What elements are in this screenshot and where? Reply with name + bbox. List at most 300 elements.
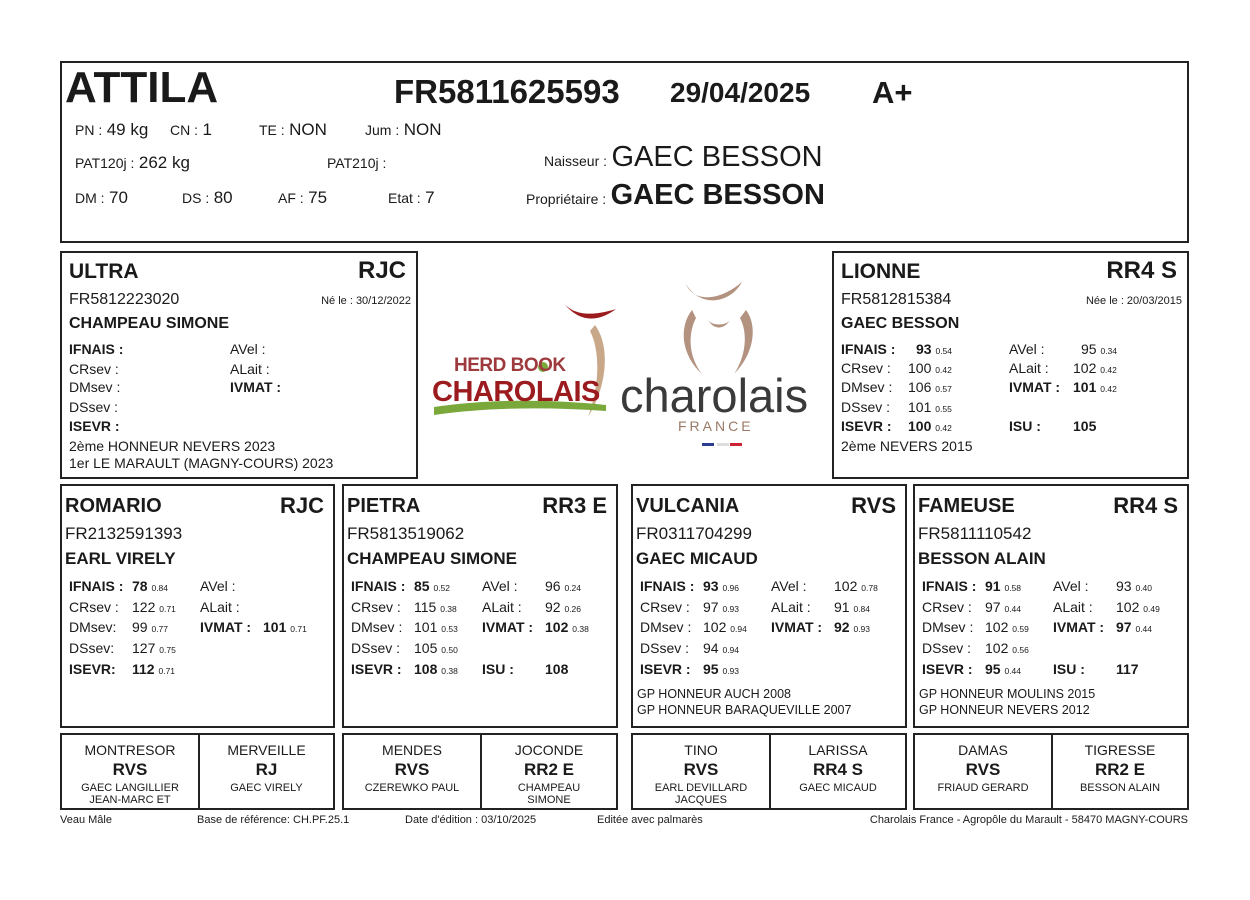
gp-alait-l: ALait : [1053,599,1093,615]
gg-owner: CZEREWKO PAUL [364,782,460,794]
gp-isevr-label [69,661,116,677]
gp-alait-label [1053,599,1093,615]
gp-dmsev-r: 0.53 [441,624,458,634]
gg-name: TIGRESSE [1084,742,1156,758]
footer-base: Base de référence: CH.PF.25.1 [197,814,350,826]
great-grandparent [915,735,1051,808]
gp-alait-label [482,599,522,615]
gg-code: RR4 S [812,760,864,779]
dam-dmsev-label: DMsev : [841,379,893,395]
etat-field [388,188,435,208]
gp-isu-l: ISU : [482,661,514,677]
dam-isevr-value [908,418,952,434]
great-grandparent [62,735,198,808]
gp-alait-v: 91 [834,599,850,615]
gp-alait-value [545,599,581,615]
gp-dmsev-r: 0.94 [730,624,747,634]
gp-dmsev-value [414,619,458,635]
great-grandparents-pair [631,733,907,810]
gp-crsev-value [985,599,1021,615]
gp-crsev-l: CRsev : [351,599,401,615]
gp-crsev-v: 115 [414,599,437,615]
sire-name: ULTRA [69,260,139,283]
gp-alait-v: 102 [1116,599,1140,615]
dam-name: LIONNE [841,260,921,283]
jum-label: Jum : [365,122,400,138]
grandparent-owner: CHAMPEAU SIMONE [347,549,518,568]
gg-code: RR2 E [523,760,575,779]
gp-ivmat-l: IVMAT : [1053,619,1105,635]
gp-ivmat-value [834,619,870,635]
gp-dssev-r: 0.94 [722,645,740,655]
af-field [278,188,327,208]
gp-ivmat-l: IVMAT : [200,619,252,635]
gp-isu-value [1116,661,1139,677]
gg-code: RVS [394,760,430,779]
dam-avel-v: 95 [1081,341,1097,357]
great-grandparent [200,735,333,808]
sire-ivmat-label: IVMAT : [230,379,282,395]
dam-dssev-v: 101 [908,399,932,415]
gp-dmsev-label [351,619,402,635]
gp-avel-l: AVel : [200,578,236,594]
gp-dssev-r: 0.50 [441,645,458,655]
dam-owner: GAEC BESSON [841,315,960,332]
great-grandparent [1053,735,1187,808]
gp-avel-r: 0.24 [564,583,582,593]
gp-crsev-label [640,599,690,615]
gp-isevr-v: 95 [985,661,1001,677]
gp-avel-v: 96 [545,578,561,594]
gp-ivmat-r: 0.71 [290,624,307,634]
gp-crsev-value [132,599,176,615]
dam-id: FR5812815384 [841,291,952,308]
dam-isu-v: 105 [1073,418,1097,434]
grandparent-owner: GAEC MICAUD [636,549,758,568]
cn-value: 1 [202,120,212,139]
grandparent-palmares-1: GP HONNEUR AUCH 2008 [637,687,791,701]
gp-ifnais-v: 91 [985,578,1001,594]
gp-ivmat-v: 97 [1116,619,1132,635]
gp-alait-v: 92 [545,599,561,615]
gp-dssev-l: DSsev : [640,640,690,656]
herd-book-text: HERD BOOK [454,355,566,376]
sire-isevr-label: ISEVR : [69,418,120,434]
gp-dssev-l: DSsev : [351,640,401,656]
gp-dssev-l: DSsev : [922,640,972,656]
gp-dssev-value [985,640,1029,656]
dam-dmsev-v: 106 [908,379,932,395]
gp-crsev-label [922,599,972,615]
gp-crsev-l: CRsev : [69,599,119,615]
gp-ivmat-l: IVMAT : [482,619,534,635]
gp-ifnais-value [132,578,168,594]
pat120-value: 262 kg [138,153,190,172]
gp-avel-r: 0.78 [861,583,878,593]
grandparent-card [342,484,618,728]
gp-ivmat-label [200,619,251,635]
gg-owner: FRIAUD GERARD [937,782,1029,794]
sire-card [60,251,418,479]
gp-alait-l: ALait : [771,599,811,615]
bull-head-icon [618,278,828,378]
dm-field [75,188,128,208]
gp-alait-l: ALait : [482,599,522,615]
gp-alait-r: 0.84 [853,604,871,614]
gg-owner: BESSON ALAIN [1079,782,1161,794]
dm-value: 70 [109,188,128,207]
proprietaire-value: GAEC BESSON [610,179,825,211]
gg-name: MENDES [382,742,442,758]
sire-alait-label: ALait : [230,361,270,377]
dam-card [832,251,1189,479]
gp-ifnais-v: 78 [132,578,148,594]
grandparent-code: RJC [279,493,324,518]
gp-dssev-value [703,640,739,656]
grandparent-palmares-1: GP HONNEUR MOULINS 2015 [919,687,1096,701]
great-grandparent [771,735,905,808]
dam-isu-label: ISU : [1009,418,1041,434]
gg-code: RR2 E [1094,760,1146,779]
gp-dmsev-l: DMsev : [351,619,403,635]
sire-id: FR5812223020 [69,291,180,308]
gp-isevr-label [922,661,973,677]
gp-alait-l: ALait : [200,599,240,615]
gp-dssev-v: 127 [132,640,156,656]
dam-alait-value [1073,360,1117,376]
sire-dssev-label: DSsev : [69,399,119,415]
gp-dmsev-value [703,619,747,635]
gp-isu-value [545,661,568,677]
gp-crsev-label [69,599,119,615]
gg-name: TINO [684,742,718,758]
herd-book-charolais-text: CHAROLAIS [432,376,600,408]
gg-owner: CHAMPEAU SIMONE [517,782,581,806]
gp-dmsev-l: DMsev : [922,619,974,635]
footer-org: Charolais France - Agropôle du Marault - 58470 MAGNY-COURS [869,814,1188,826]
gp-dmsev-v: 102 [703,619,727,635]
animal-date: 29/04/2025 [670,77,811,108]
gp-dmsev-r: 0.77 [151,624,169,634]
gg-name: MERVEILLE [227,742,306,758]
gp-crsev-r: 0.38 [440,604,457,614]
gp-ifnais-value [414,578,450,594]
gp-crsev-v: 122 [132,599,156,615]
dam-born: Née le : 20/03/2015 [1085,295,1182,307]
gp-dssev-r: 0.75 [159,645,176,655]
dam-avel-label: AVel : [1009,341,1045,357]
gp-isevr-v: 108 [414,661,438,677]
grandparent-card [631,484,907,728]
gp-ivmat-v: 101 [263,619,287,635]
gp-dmsev-v: 102 [985,619,1009,635]
sire-avel-label: AVel : [230,341,266,357]
footer-palmares: Editée avec palmarès [597,814,703,826]
gg-code: RVS [683,760,719,779]
dam-code: RR4 S [1106,257,1177,284]
dam-dssev-value [908,399,952,415]
gp-avel-value [545,578,581,594]
gp-ivmat-v: 92 [834,619,850,635]
gp-dmsev-value [132,619,168,635]
dam-avel-r: 0.34 [1100,346,1118,356]
pat210-field [327,155,386,173]
ds-field [182,188,233,208]
gp-dssev-l: DSsev: [69,640,115,656]
gp-isu-l: ISU : [1053,661,1085,677]
gp-isevr-v: 112 [132,661,155,677]
pat210-label: PAT210j : [327,155,387,171]
grandparent-name: VULCANIA [636,495,740,517]
te-value: NON [289,120,327,139]
gp-isu-v: 108 [545,661,569,677]
gp-ifnais-label [922,578,976,594]
grandparent-id: FR0311704299 [636,524,752,543]
af-value: 75 [308,188,328,207]
gg-owner: GAEC LANGILLIER JEAN-MARC ET [81,782,179,806]
gp-ivmat-v: 102 [545,619,569,635]
dam-isevr [841,418,892,434]
dam-crsev-value [908,360,952,376]
france-text: FRANCE [678,418,754,434]
gg-owner: GAEC MICAUD [799,782,877,794]
dam-alait-r: 0.42 [1100,365,1117,375]
gp-dmsev-value [985,619,1029,635]
dam-isevr-v: 100 [908,418,932,434]
gp-isu-label [1053,661,1085,677]
dam-palmares-1: 2ème NEVERS 2015 [841,438,973,454]
gp-avel-v: 93 [1116,578,1132,594]
gp-crsev-r: 0.71 [159,604,176,614]
gp-crsev-r: 0.93 [722,604,740,614]
flag-white-bar [717,443,729,446]
gp-dssev-v: 105 [414,640,438,656]
charolais-text: charolais [620,369,809,422]
gp-isevr-l: ISEVR : [640,661,691,677]
dam-dssev-label: DSsev : [841,399,891,415]
gp-ifnais-l: IFNAIS : [640,578,695,594]
gp-dssev-r: 0.56 [1012,645,1029,655]
gp-ivmat-label [482,619,533,635]
gp-dmsev-label [69,619,116,635]
gp-isevr-label [640,661,691,677]
grandparent-code: RR3 E [542,493,607,518]
dm-label: DM : [75,190,105,206]
dam-ivmat-r: 0.42 [1100,384,1117,394]
gp-dssev-label [640,640,689,656]
gp-ifnais-l: IFNAIS : [69,578,124,594]
gp-dssev-value [132,640,176,656]
gp-ifnais-value [985,578,1021,594]
gp-dmsev-label [922,619,973,635]
gp-ifnais-value [703,578,739,594]
charolais-france-logo [618,278,828,453]
dam-ivmat-label: IVMAT : [1009,379,1061,395]
grandparent-palmares-2: GP HONNEUR NEVERS 2012 [919,703,1090,717]
gg-code: RVS [965,760,1001,779]
grandparent-card [60,484,335,728]
grandparent-id: FR5813519062 [347,524,465,543]
dam-alait-label: ALait : [1009,360,1049,376]
dam-dmsev-r: 0.57 [935,384,952,394]
gp-ifnais-r: 0.52 [433,583,451,593]
gp-avel-label [200,578,236,594]
sire-owner: CHAMPEAU SIMONE [69,315,230,332]
gp-avel-value [834,578,878,594]
gp-crsev-value [414,599,457,615]
dam-crsev-v: 100 [908,360,932,376]
gp-avel-r: 0.40 [1135,583,1153,593]
gg-owner: EARL DEVILLARD JACQUES [654,782,748,806]
gp-crsev-r: 0.44 [1004,604,1022,614]
gp-dssev-v: 102 [985,640,1009,656]
great-grandparents-pair [342,733,618,810]
gp-ivmat-label [771,619,822,635]
gp-alait-r: 0.49 [1143,604,1160,614]
gp-dssev-label [351,640,400,656]
gp-isu-v: 117 [1116,661,1139,677]
gp-ifnais-label [351,578,405,594]
gp-dmsev-l: DMsev : [640,619,692,635]
gg-name: MONTRESOR [84,742,176,758]
gp-avel-v: 102 [834,578,858,594]
gp-ivmat-label [1053,619,1104,635]
gp-isevr-v: 95 [703,661,719,677]
dam-crsev-label: CRsev : [841,360,891,376]
grandparent-owner: BESSON ALAIN [918,549,1046,568]
gp-crsev-l: CRsev : [640,599,690,615]
jum-field [365,120,441,140]
gp-isevr-value [703,661,739,677]
sire-crsev-label: CRsev : [69,361,119,377]
dam-isu [1009,418,1041,434]
gp-ivmat-value [545,619,589,635]
etat-value: 7 [425,188,435,207]
gp-isevr-l: ISEVR: [69,661,116,677]
grandparent-id: FR2132591393 [65,524,183,543]
jum-value: NON [403,120,442,139]
gp-dssev-v: 94 [703,640,719,656]
dam-ifnais-v: 93 [916,341,932,357]
gp-dssev-label [69,640,114,656]
grandparent-owner: EARL VIRELY [65,549,176,568]
sire-code: RJC [357,257,406,284]
footer-edition: Date d'édition : 03/10/2025 [405,814,537,826]
gp-avel-label [1053,578,1089,594]
grandparent-name: ROMARIO [65,495,162,517]
gg-name: JOCONDE [514,742,584,758]
flag-blue-bar [702,443,714,446]
animal-name: ATTILA [65,63,219,112]
grandparent-code: RR4 S [1113,493,1178,518]
gp-isevr-r: 0.38 [441,666,458,676]
gp-avel-l: AVel : [1053,578,1089,594]
pat120-label: PAT120j : [75,155,135,171]
gp-isevr-label [351,661,402,677]
gp-ivmat-value [1116,619,1152,635]
gp-dmsev-label [640,619,691,635]
te-label: TE : [259,122,285,138]
gg-name: LARISSA [808,742,868,758]
dam-crsev-r: 0.42 [935,365,952,375]
gp-dssev-value [414,640,458,656]
animal-id: FR5811625593 [394,73,620,110]
gp-alait-r: 0.26 [564,604,582,614]
gp-dssev-label [922,640,971,656]
gg-code: RJ [255,760,278,779]
dam-isu-value [1073,418,1096,434]
gp-ivmat-r: 0.44 [1135,624,1153,634]
dam-ivmat-value [1073,379,1117,395]
naisseur-label: Naisseur : [544,153,608,169]
grandparent-palmares-2: GP HONNEUR BARAQUEVILLE 2007 [637,703,852,717]
dam-ifnais-r: 0.54 [935,346,953,356]
dam-isevr-label: ISEVR : [841,418,892,434]
gp-isevr-value [132,661,175,677]
gp-isu-label [482,661,514,677]
dam-ifnais-value [916,341,952,357]
gp-dmsev-l: DMsev: [69,619,117,635]
gp-ifnais-v: 93 [703,578,719,594]
gp-ivmat-value [263,619,307,635]
sire-palmares-1: 2ème HONNEUR NEVERS 2023 [69,438,276,454]
dam-ivmat-v: 101 [1073,379,1097,395]
ds-value: 80 [213,188,233,207]
gp-dmsev-v: 99 [132,619,148,635]
sire-palmares-2: 1er LE MARAULT (MAGNY-COURS) 2023 [69,455,334,471]
proprietaire-label: Propriétaire : [526,191,607,207]
great-grandparents-pair [913,733,1189,810]
gp-alait-label [771,599,811,615]
gp-isevr-value [985,661,1021,677]
grandparent-name: PIETRA [347,495,421,517]
proprietaire-field [526,179,825,212]
naisseur-field [544,141,823,174]
gp-dmsev-r: 0.59 [1012,624,1029,634]
gg-name: DAMAS [958,742,1008,758]
footer-sex: Veau Mâle [60,814,112,826]
gp-avel-l: AVel : [482,578,518,594]
gp-ifnais-l: IFNAIS : [922,578,977,594]
gp-isevr-l: ISEVR : [351,661,402,677]
dam-ifnais-label: IFNAIS : [841,341,896,357]
great-grandparent [482,735,616,808]
gp-ifnais-r: 0.58 [1004,583,1022,593]
animal-header [60,61,1189,243]
gp-ifnais-label [640,578,694,594]
gp-crsev-v: 97 [985,599,1001,615]
sire-ifnais-label: IFNAIS : [69,341,124,357]
pat120-field [75,153,190,173]
dam-dssev-r: 0.55 [935,404,952,414]
dam-isevr-r: 0.42 [935,423,952,433]
gp-ifnais-v: 85 [414,578,430,594]
gp-dmsev-v: 101 [414,619,438,635]
gp-avel-label [482,578,518,594]
grandparent-id: FR5811110542 [918,524,1032,543]
af-label: AF : [278,190,304,206]
gp-isevr-r: 0.93 [722,666,740,676]
cn-label: CN : [170,122,198,138]
gp-ifnais-r: 0.84 [151,583,169,593]
gp-avel-value [1116,578,1152,594]
great-grandparent [344,735,480,808]
ds-label: DS : [182,190,210,206]
gp-ivmat-r: 0.93 [853,624,871,634]
flag-red-bar [730,443,742,446]
gp-isevr-l: ISEVR : [922,661,973,677]
gp-isevr-value [414,661,458,677]
